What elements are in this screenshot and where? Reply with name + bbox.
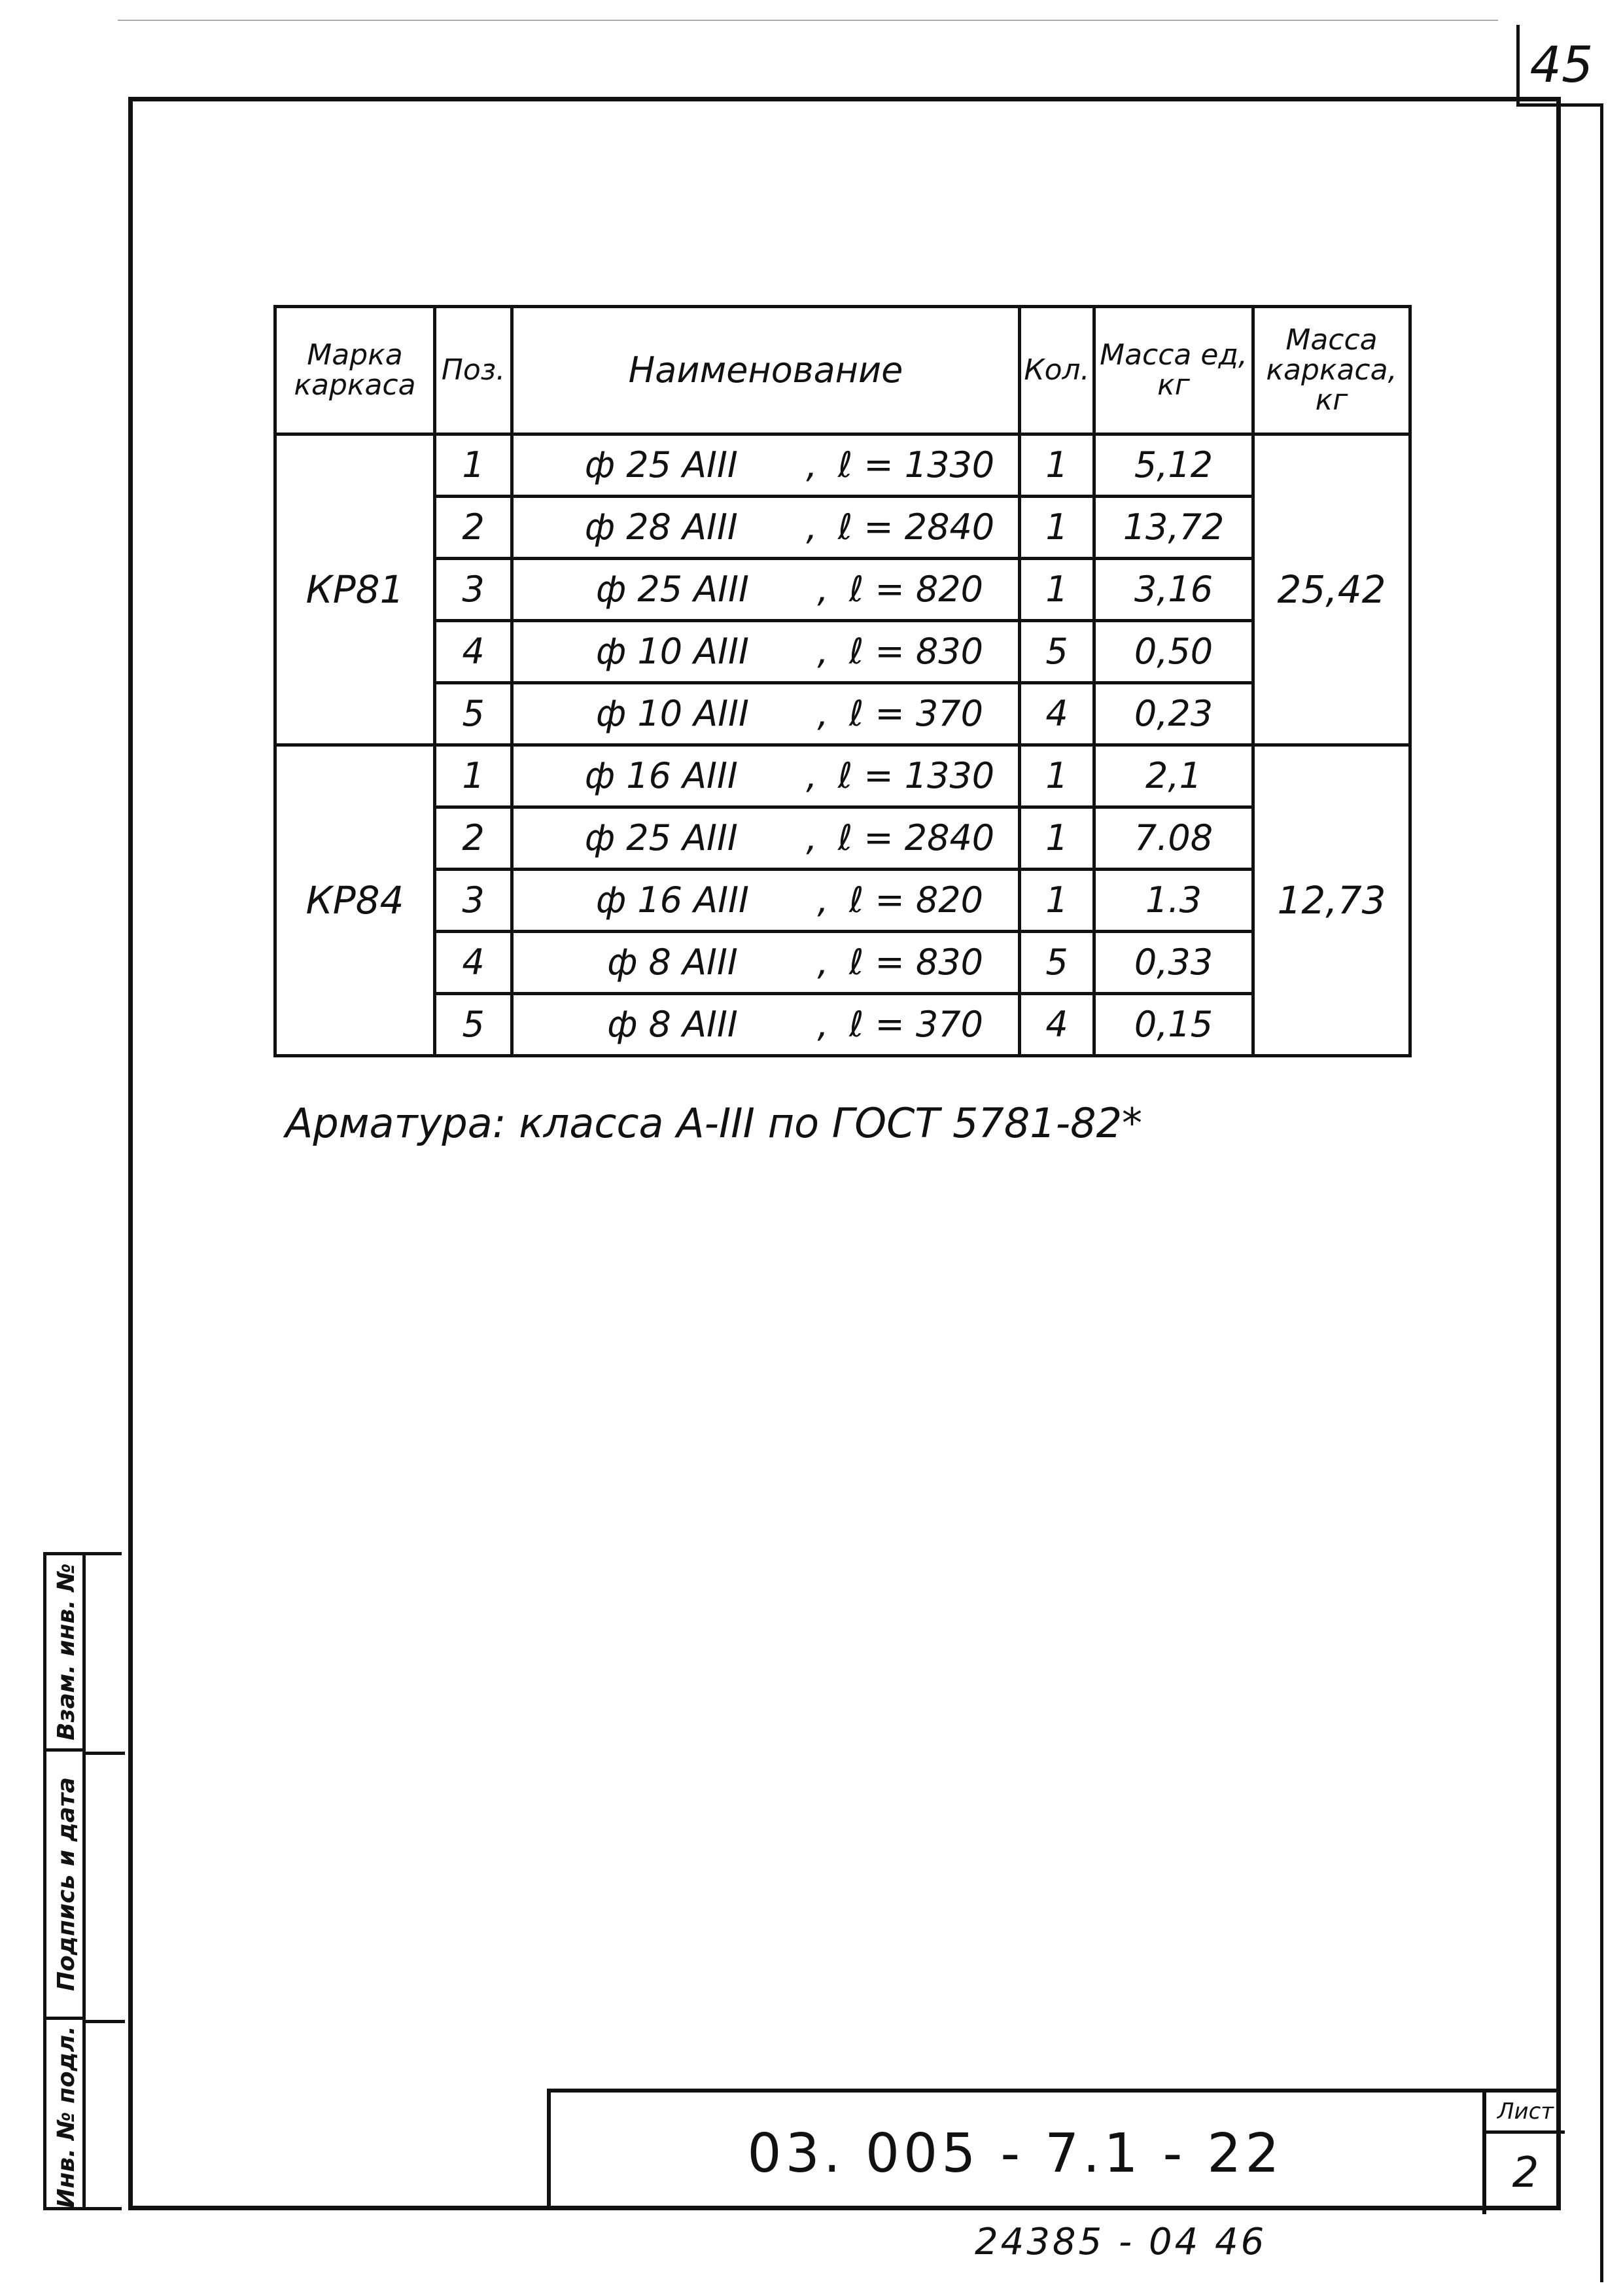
right-rule [1600, 103, 1603, 2282]
table-row [275, 559, 1410, 621]
table-row [275, 994, 1410, 1056]
quantity-cell: 5 [1020, 621, 1094, 683]
frame-mass-cell: 25,42 [1253, 434, 1410, 745]
bar-diameter-class: ф 10 АIII [596, 692, 749, 734]
unit-mass-cell: 3,16 [1094, 559, 1253, 621]
header-frame-mass: Масса каркаса, кг [1253, 307, 1410, 434]
table-header-row [275, 307, 1410, 434]
bar-diameter-class: ф 28 АIII [584, 506, 738, 548]
header-quantity: Кол. [1020, 307, 1094, 434]
unit-mass-cell: 0,23 [1094, 683, 1253, 745]
bar-length: ℓ = 370 [849, 692, 983, 734]
name-cell [512, 745, 1020, 807]
bar-length: ℓ = 820 [849, 879, 983, 921]
position-cell: 5 [435, 994, 512, 1056]
unit-mass-cell: 1.3 [1094, 870, 1253, 932]
bar-length: ℓ = 1330 [837, 754, 995, 796]
archive-code: 24385 - 04 46 [975, 2221, 1267, 2263]
sidebar-cell-replacement-inv [46, 1555, 86, 1752]
name-cell [512, 434, 1020, 497]
quantity-cell: 1 [1020, 870, 1094, 932]
bar-length: ℓ = 820 [849, 568, 983, 610]
quantity-cell: 1 [1020, 559, 1094, 621]
frame-mass-cell: 12,73 [1253, 745, 1410, 1056]
name-separator: , [806, 754, 818, 796]
unit-mass-cell: 5,12 [1094, 434, 1253, 497]
bar-diameter-class: ф 25 АIII [584, 444, 738, 486]
bar-length: ℓ = 2840 [837, 817, 995, 858]
name-cell [512, 621, 1020, 683]
unit-mass-cell: 0,50 [1094, 621, 1253, 683]
bar-diameter-class: ф 16 АIII [584, 754, 738, 796]
bar-diameter-class: ф 8 АIII [607, 1003, 738, 1045]
bar-length: ℓ = 830 [849, 630, 983, 672]
sidebar-divider [86, 2020, 125, 2023]
name-cell [512, 807, 1020, 870]
sidebar-label-original-inv: Инв. № подл. [52, 2025, 80, 2208]
table-row [275, 683, 1410, 745]
position-cell: 1 [435, 434, 512, 497]
page-number: 45 [1516, 25, 1603, 107]
header-name: Наименование [512, 307, 1020, 434]
sidebar-label-signature-date: Подпись и дата [52, 1777, 80, 1991]
name-separator: , [806, 444, 818, 486]
unit-mass-cell: 0,15 [1094, 994, 1253, 1056]
quantity-cell: 5 [1020, 932, 1094, 994]
bar-diameter-class: ф 25 АIII [596, 568, 749, 610]
header-mark: Марка каркаса [275, 307, 435, 434]
quantity-cell: 1 [1020, 807, 1094, 870]
name-cell [512, 870, 1020, 932]
position-cell: 2 [435, 807, 512, 870]
position-cell: 1 [435, 745, 512, 807]
name-cell [512, 932, 1020, 994]
top-rule [118, 20, 1498, 21]
title-block [547, 2089, 1561, 2210]
sheet-box [1482, 2093, 1565, 2214]
table-row [275, 807, 1410, 870]
unit-mass-cell: 7.08 [1094, 807, 1253, 870]
name-cell [512, 994, 1020, 1056]
frame-mark-cell: КР84 [275, 745, 435, 1056]
header-position: Поз. [435, 307, 512, 434]
sidebar-cell-signature-date [46, 1752, 86, 2020]
position-cell: 4 [435, 621, 512, 683]
sidebar-divider [86, 1752, 125, 1755]
frame-mark-cell: КР81 [275, 434, 435, 745]
sheet-number: 2 [1512, 2149, 1539, 2197]
position-cell: 3 [435, 559, 512, 621]
table-row [275, 497, 1410, 559]
position-cell: 2 [435, 497, 512, 559]
name-cell [512, 559, 1020, 621]
name-separator: , [817, 1003, 829, 1045]
document-number: 03. 005 - 7.1 - 22 [747, 2122, 1283, 2185]
bar-diameter-class: ф 10 АIII [596, 630, 749, 672]
reinforcement-note: Арматура: класса А-III по ГОСТ 5781-82* [285, 1099, 1143, 1147]
name-separator: , [806, 506, 818, 548]
specification-table [273, 305, 1412, 1057]
name-separator: , [806, 817, 818, 858]
name-separator: , [817, 630, 829, 672]
position-cell: 5 [435, 683, 512, 745]
table-row [275, 434, 1410, 497]
bar-length: ℓ = 370 [849, 1003, 983, 1045]
sidebar-cell-original-inv [46, 2020, 86, 2214]
unit-mass-cell: 0,33 [1094, 932, 1253, 994]
table-row [275, 870, 1410, 932]
bar-diameter-class: ф 25 АIII [584, 817, 738, 858]
bar-length: ℓ = 1330 [837, 444, 995, 486]
table-row [275, 932, 1410, 994]
table-body [275, 434, 1410, 1056]
name-separator: , [817, 941, 829, 983]
sheet-label: Лист [1486, 2093, 1565, 2134]
table-row [275, 621, 1410, 683]
table-row [275, 745, 1410, 807]
bar-length: ℓ = 2840 [837, 506, 995, 548]
header-unit-mass: Масса ед, кг [1094, 307, 1253, 434]
quantity-cell: 1 [1020, 497, 1094, 559]
name-separator: , [817, 879, 829, 921]
quantity-cell: 1 [1020, 745, 1094, 807]
unit-mass-cell: 13,72 [1094, 497, 1253, 559]
quantity-cell: 4 [1020, 994, 1094, 1056]
sidebar-label-replacement-inv: Взам. инв. № [52, 1563, 80, 1740]
sidebar-label-column [46, 1555, 86, 2207]
unit-mass-cell: 2,1 [1094, 745, 1253, 807]
name-separator: , [817, 692, 829, 734]
bar-diameter-class: ф 16 АIII [596, 879, 749, 921]
bar-diameter-class: ф 8 АIII [607, 941, 738, 983]
name-separator: , [817, 568, 829, 610]
name-cell [512, 683, 1020, 745]
position-cell: 3 [435, 870, 512, 932]
approval-sidebar [43, 1552, 122, 2210]
quantity-cell: 4 [1020, 683, 1094, 745]
quantity-cell: 1 [1020, 434, 1094, 497]
name-cell [512, 497, 1020, 559]
position-cell: 4 [435, 932, 512, 994]
bar-length: ℓ = 830 [849, 941, 983, 983]
